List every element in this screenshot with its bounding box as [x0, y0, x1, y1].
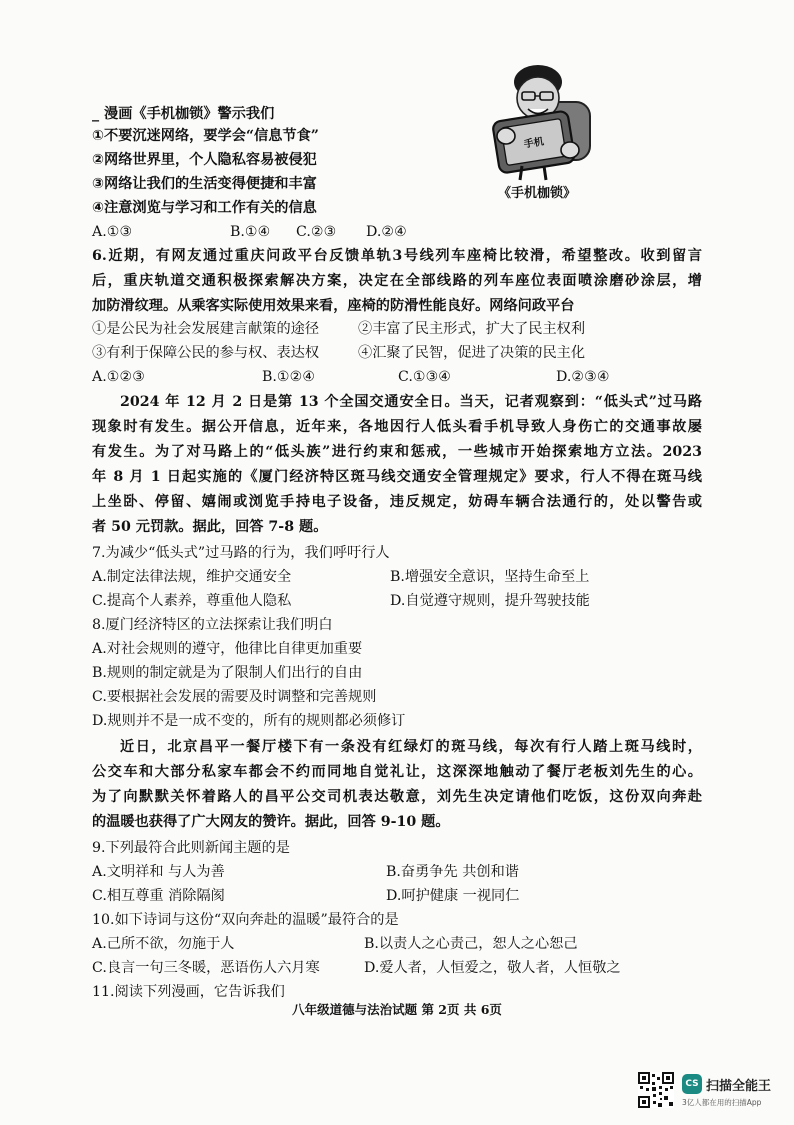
q5-item-2-mark: ②: [92, 152, 105, 168]
qr-code-icon: [638, 1072, 674, 1108]
q8-stem: 8.厦门经济特区的立法探索让我们明白: [92, 617, 333, 633]
q10-option-b: B.以责人之心责己，恕人之心恕己: [364, 936, 578, 952]
q5-option-c: C.②③: [296, 224, 337, 240]
passage1-line-6: 者 50 元罚款。据此，回答 7-8 题。: [92, 519, 328, 535]
passage1-line-4: 年 8 月 1 日起实施的《厦门经济特区斑马线交通安全管理规定》要求，行人不得在斑马线: [92, 469, 702, 485]
q6-item-3: ③有利于保障公民的参与权、表达权: [92, 345, 320, 361]
q10-stem: 10.如下诗词与这份“双向奔赴的温暖”最符合的是: [92, 912, 399, 928]
q10-option-d: D.爱人者，人恒爱之，敬人者，人恒敬之: [364, 960, 621, 976]
q5-item-3-mark: ③: [92, 176, 105, 192]
passage1-line-2: 现象时有发生。据公开信息，近年来，各地因行人低头看手机导致人身伤亡的交通事故屡: [92, 419, 702, 435]
q5-option-d: D.②④: [366, 224, 407, 240]
cartoon-caption: 《手机枷锁》: [498, 186, 577, 201]
q7-option-c: C.提高个人素养，尊重他人隐私: [92, 593, 292, 609]
q5-item-4-mark: ④: [92, 200, 105, 216]
passage1-line-1: 2024 年 12 月 2 日是第 13 个全国交通安全日。当天，记者观察到：“低头式”过马路: [120, 394, 702, 410]
q8-option-b: B.规则的制定就是为了限制人们出行的自由: [92, 665, 363, 681]
camscanner-logo: CS: [682, 1074, 702, 1094]
q5-item-2: ②网络世界里，个人隐私容易被侵犯: [92, 152, 317, 168]
passage2-line-1: 近日，北京昌平一餐厅楼下有一条没有红绿灯的斑马线，每次有行人踏上斑马线时，: [120, 739, 702, 755]
q6-line-2: 后，重庆轨道交通积极探索解决方案，决定在全部线路的列车座位表面喷涂磨砂涂层，增: [92, 273, 702, 289]
q6-option-b: B.①②④: [262, 369, 316, 385]
passage1-line-3: 有发生。为了对马路上的“低头族”进行约束和惩戒，一些城市开始探索地方立法。2023: [92, 444, 702, 460]
q9-stem: 9.下列最符合此则新闻主题的是: [92, 840, 290, 856]
q9-option-d: D.呵护健康 一视同仁: [386, 888, 520, 904]
q5-option-a: A.①③: [92, 224, 133, 240]
q8-option-c: C.要根据社会发展的需要及时调整和完善规则: [92, 689, 377, 705]
q7-option-b: B.增强安全意识，坚持生命至上: [390, 569, 590, 585]
phone-screen-label: 手机: [523, 136, 545, 151]
q6-option-a: A.①②③: [92, 369, 145, 385]
q6-line-1: 6.近期，有网友通过重庆问政平台反馈单轨3号线列车座椅比较滑，希望整改。收到留言: [92, 248, 702, 264]
q6-line-3: 加防滑纹理。从乘客实际使用效果来看，座椅的防滑性能良好。网络问政平台: [92, 298, 575, 314]
q7-stem: 7.为减少“低头式”过马路的行为，我们呼吁行人: [92, 545, 390, 561]
q5-item-3: ③网络让我们的生活变得便捷和丰富: [92, 176, 317, 192]
q7-option-a: A.制定法律法规，维护交通安全: [92, 569, 292, 585]
q6-option-c: C.①③④: [398, 369, 452, 385]
passage2-line-4: 的温暖也获得了广大网友的赞许。据此，回答 9-10 题。: [92, 814, 450, 830]
q6-item-4: ④汇聚了民智，促进了决策的民主化: [358, 345, 586, 361]
phone-shackle-cartoon: [482, 62, 606, 182]
q5-stem: _ 漫画《手机枷锁》警示我们: [92, 106, 275, 122]
q9-option-a: A.文明祥和 与人为善: [92, 864, 225, 880]
q5-stem-mark: _: [92, 106, 100, 122]
q6-option-d: D.②③④: [556, 369, 610, 385]
q5-item-4: ④注意浏览与学习和工作有关的信息: [92, 200, 317, 216]
q5-item-1-mark: ①: [92, 128, 105, 144]
q11-stem: 11.阅读下列漫画，它告诉我们: [92, 984, 285, 1000]
passage2-line-3: 为了向默默关怀着路人的昌平公交司机表达敬意，刘先生决定请他们吃饭，这份双向奔赴: [92, 789, 702, 805]
q6-item-1: ①是公民为社会发展建言献策的途径: [92, 321, 320, 337]
q9-option-c: C.相互尊重 消除隔阂: [92, 888, 225, 904]
page-footer: 八年级道德与法治试题 第 2页 共 6页: [292, 1002, 502, 1017]
q5-option-b: B.①④: [230, 224, 271, 240]
q8-option-d: D.规则并不是一成不变的，所有的规则都必须修订: [92, 713, 406, 729]
q7-option-d: D.自觉遵守规则，提升驾驶技能: [390, 593, 590, 609]
passage2-line-2: 公交车和大部分私家车都会不约而同地自觉礼让，这深深地触动了餐厅老板刘先生的心。: [92, 764, 702, 780]
q9-option-b: B.奋勇争先 共创和谐: [386, 864, 519, 880]
q8-option-a: A.对社会规则的遵守，他律比自律更加重要: [92, 641, 363, 657]
passage1-line-5: 上坐卧、停留、嬉闹或浏览手持电子设备，违反规定，妨碍车辆合法通行的，处以警告或: [92, 494, 702, 510]
camscanner-tagline: 3亿人都在用的扫描App: [682, 1098, 762, 1107]
q10-option-c: C.良言一句三冬暖，恶语伤人六月寒: [92, 960, 320, 976]
q10-option-a: A.己所不欲，勿施于人: [92, 936, 235, 952]
q6-item-2: ②丰富了民主形式，扩大了民主权利: [358, 321, 586, 337]
q5-item-1: ①不要沉迷网络，要学会“信息节食”: [92, 128, 319, 144]
camscanner-name: 扫描全能王: [706, 1079, 772, 1094]
